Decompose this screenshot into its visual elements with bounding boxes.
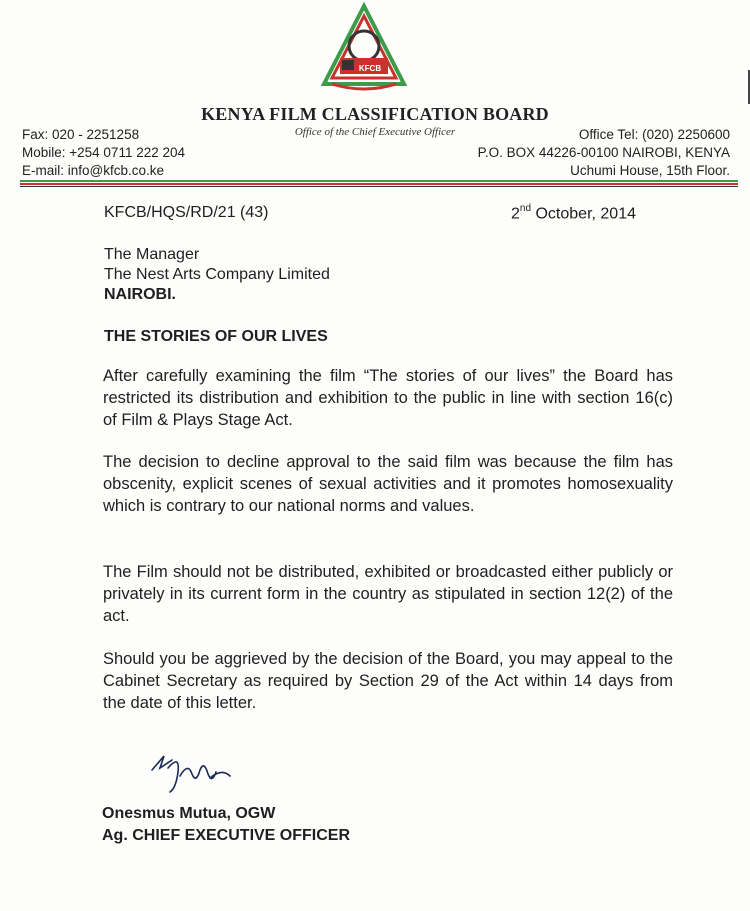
divider-dark [20,186,738,187]
signer-name: Onesmus Mutua, OGW [102,805,276,822]
paragraph: After carefully examining the film “The stories of our lives” the Board has restricted its distribution and exhibition to the public in line with section 16(c) of Film & Plays Stage Act. [103,367,673,429]
office-tel: Office Tel: (020) 2250600 [578,127,730,142]
email-address: E-mail: info@kfcb.co.ke [22,163,165,178]
mobile-number: Mobile: +254 0711 222 204 [22,145,186,160]
signature-block [102,803,350,847]
po-box: P.O. BOX 44226-00100 NAIROBI, KENYA [477,145,730,160]
letter-date: 2nd October, 2014 [511,203,636,223]
contact-left [22,126,185,180]
paragraph: The Film should not be distributed, exhibited or broadcasted either publicly or privately in its current form in the country as stipulated in section 12(2) of the act. [103,563,673,625]
recipient-address [104,245,330,305]
handwritten-signature [150,748,240,796]
paragraph: The decision to decline approval to the said film was because the film has obscenity, explicit scenes of sexual activities and it promotes homosexuality which is contrary to our national norms and values. [103,453,673,515]
signer-title: Ag. CHIEF EXECUTIVE OFFICER [102,827,351,844]
kfcb-logo [318,2,410,100]
divider-green [20,180,738,182]
logo-text: KFCB [358,64,382,73]
board-name: KENYA FILM CLASSIFICATION BOARD [201,104,549,124]
recipient-title: The Manager [104,246,200,263]
paragraph: Should you be aggrieved by the decision of the Board, you may appeal to the Cabinet Secretary as required by Section 29 of the Act within 14 days from the date of this letter. [103,650,673,712]
office-subtitle: Office of the Chief Executive Officer [294,126,456,138]
fax-number: Fax: 020 - 2251258 [22,127,140,142]
divider-red [20,183,738,185]
contact-right [478,126,730,180]
reference-number: KFCB/HQS/RD/21 (43) [104,204,269,221]
office-location: Uchumi House, 15th Floor. [570,163,730,178]
recipient-company: The Nest Arts Company Limited [104,266,330,283]
recipient-city: NAIROBI. [104,286,176,303]
letter-subject: THE STORIES OF OUR LIVES [104,328,328,345]
